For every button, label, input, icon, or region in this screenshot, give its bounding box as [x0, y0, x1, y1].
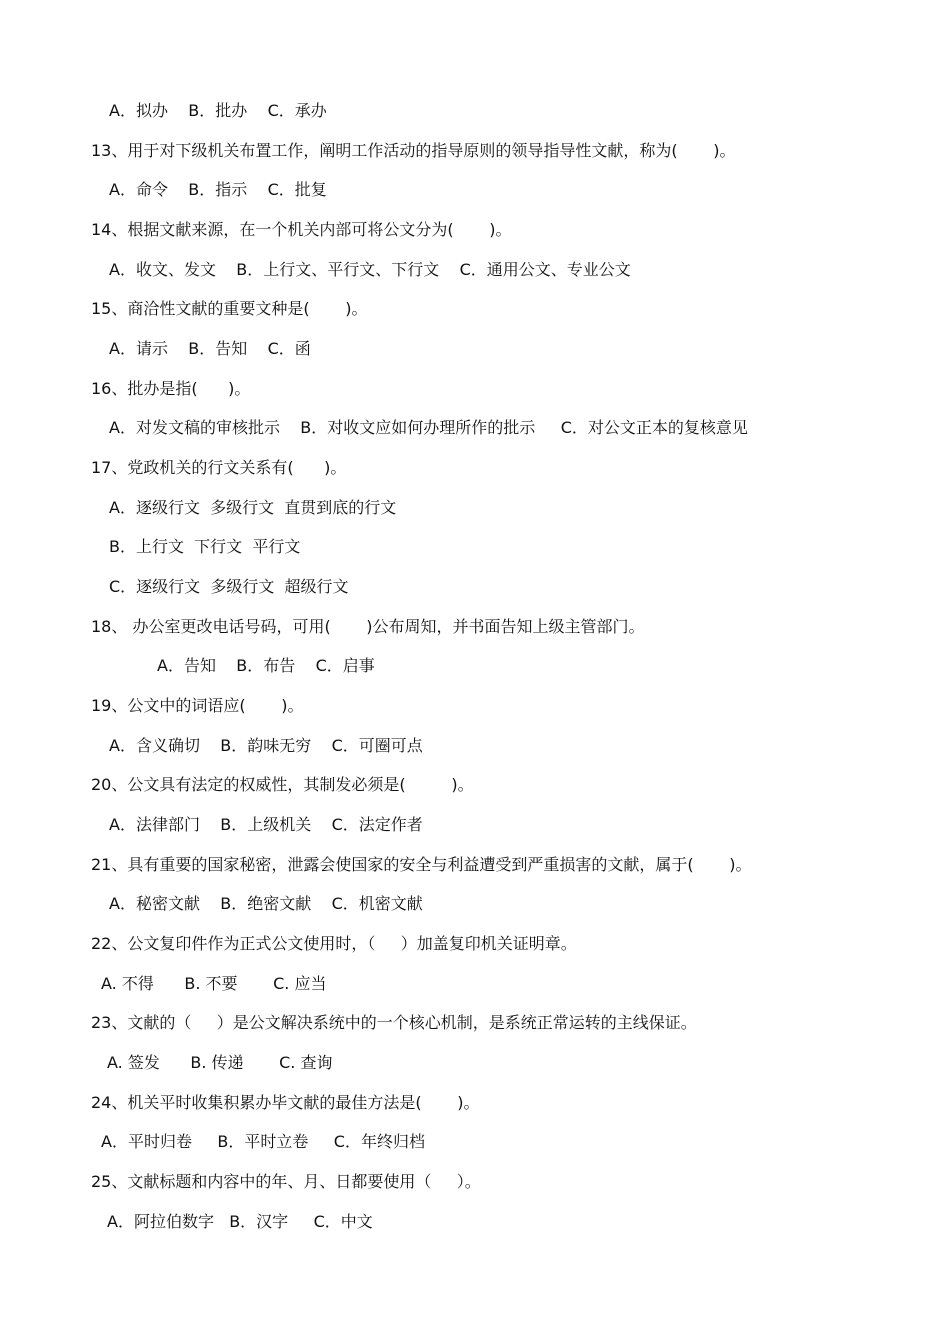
options-21: A．秘密文献 B．绝密文献 C．机密文献: [109, 894, 423, 913]
options-17-a: A．逐级行文 多级行文 直贯到底的行文: [109, 498, 397, 517]
question-19: 19、公文中的词语应( )。: [91, 696, 304, 715]
question-15: 15、商洽性文献的重要文种是( )。: [91, 299, 368, 318]
options-16: A．对发文稿的审核批示 B．对收文应如何办理所作的批示 C．对公文正本的复核意见: [109, 418, 748, 437]
question-24: 24、机关平时收集积累办毕文献的最佳方法是( )。: [91, 1093, 480, 1112]
options-12: A．拟办 B．批办 C．承办: [109, 101, 327, 120]
options-23: A. 签发 B. 传递 C. 查询: [107, 1053, 333, 1072]
question-16: 16、批办是指( )。: [91, 379, 251, 398]
options-17-c: C．逐级行文 多级行文 超级行文: [109, 577, 349, 596]
options-20: A．法律部门 B．上级机关 C．法定作者: [109, 815, 423, 834]
options-25: A．阿拉伯数字 B．汉字 C．中文: [107, 1212, 373, 1231]
options-15: A．请示 B．告知 C．函: [109, 339, 311, 358]
question-18: 18、 办公室更改电话号码，可用( )公布周知，并书面告知上级主管部门。: [91, 617, 645, 636]
question-21: 21、具有重要的国家秘密，泄露会使国家的安全与利益遭受到严重损害的文献，属于( )。: [91, 855, 752, 874]
question-22: 22、公文复印件作为正式公文使用时，（ ）加盖复印机关证明章。: [91, 934, 577, 953]
options-17-b: B．上行文 下行文 平行文: [109, 537, 301, 556]
options-24: A．平时归卷 B．平时立卷 C．年终归档: [101, 1132, 425, 1151]
options-22: A. 不得 B. 不要 C. 应当: [101, 974, 327, 993]
question-20: 20、公文具有法定的权威性，其制发必须是( )。: [91, 775, 474, 794]
question-17: 17、党政机关的行文关系有( )。: [91, 458, 347, 477]
options-13: A．命令 B．指示 C．批复: [109, 180, 327, 199]
question-23: 23、文献的（ ）是公文解决系统中的一个核心机制，是系统正常运转的主线保证。: [91, 1013, 697, 1032]
question-13: 13、用于对下级机关布置工作，阐明工作活动的指导原则的领导指导性文献，称为( )。: [91, 141, 736, 160]
options-19: A．含义确切 B．韵味无穷 C．可圈可点: [109, 736, 423, 755]
question-14: 14、根据文献来源，在一个机关内部可将公文分为( )。: [91, 220, 512, 239]
question-25: 25、文献标题和内容中的年、月、日都要使用（ ）。: [91, 1172, 481, 1191]
options-18: A．告知 B．布告 C．启事: [157, 656, 375, 675]
options-14: A．收文、发文 B．上行文、平行文、下行文 C．通用公文、专业公文: [109, 260, 631, 279]
